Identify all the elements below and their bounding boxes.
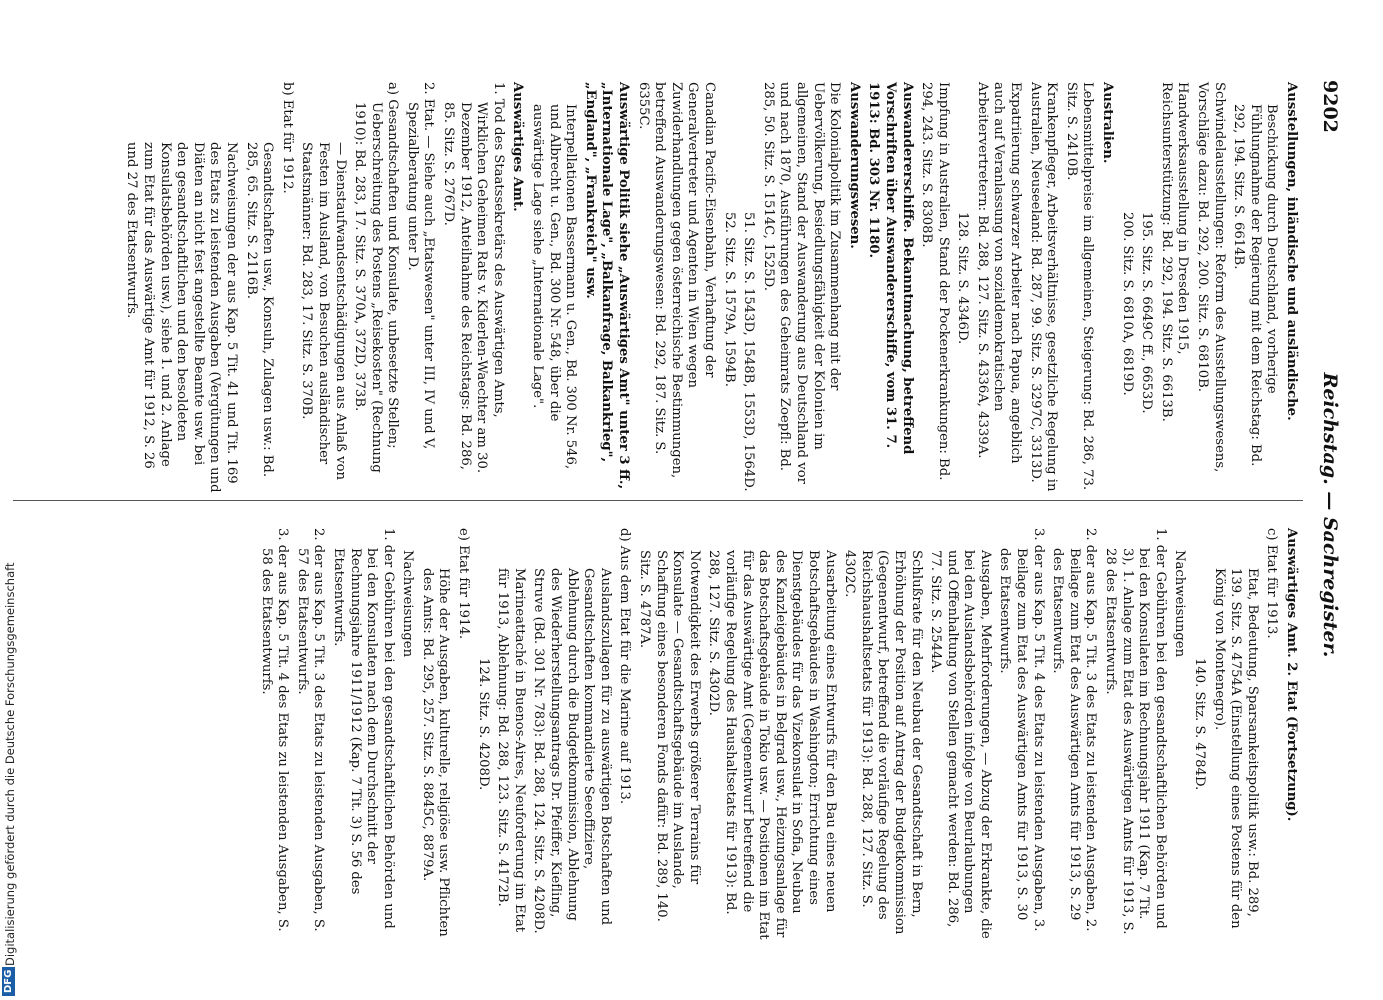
index-entry: 140. Sitz. S. 4784D. bbox=[1192, 658, 1208, 791]
index-entry: 1. der Gebühren bei den gesandtschaftlichen Behörden und bei den Konsulaten nach dem Durchschnitt der Rechnungsjahre 1911/1912 (Kap. 7 Tit. 3) S. 56 des Etatsentwurfs. bbox=[330, 528, 396, 929]
index-heading: Auswandererschiffe. Bekanntmachung, betreffend Vorschriften über Auswandererschiffe, vom 31. 7. 1913: Bd. 303 Nr. 1180. bbox=[866, 82, 915, 455]
index-entry: — Dienstaufwandsentschädigungen aus Anlaß von Festen im Ausland, von Besuchen ausländischer Staatsmänner: Bd. 283, 17. Sitz. S. 370B. bbox=[299, 142, 348, 481]
index-entry: Impfung in Australien, Stand der Pockenerkrankungen: Bd. 294, 243. Sitz. S. 8308B. bbox=[919, 82, 951, 481]
dfg-logo: DFG bbox=[2, 967, 15, 996]
index-entry: b) Etat für 1912. bbox=[279, 82, 295, 194]
index-heading: Australien. bbox=[1100, 82, 1116, 164]
index-entry: Interpellationen Bassermann u. Gen., Bd. 300 Nr. 546, und Albrecht u. Gen., Bd. 300 Nr. 548, über die auswärtige Lage siehe „Internationale Lage". bbox=[530, 104, 579, 470]
index-entry: c) Etat für 1913. bbox=[1264, 528, 1280, 639]
index-entry: 1. der Gebühren bei den gesandtschaftlichen Behörden und bei den Konsulaten im Rechnungsjahr 1911 (Kap. 7 Tit. 3), 1. Anlage zum Etat des Auswärtigen Amts für 1913, S. 28 des Etatsentwurfs. bbox=[1103, 528, 1168, 935]
column-divider bbox=[13, 500, 1303, 501]
index-entry: Auslandszulagen für zu auswärtigen Botschaften und Gesandtschaften kommandierte Seeoffiziere, Ablehnung durch die Budgetkommission, Ablehnung des Wiederherstellungsantrags Dr. Pfeiffer, Kiefling, Struve (Bd. 301 Nr. 783): Bd. 288, 124. Sitz. S. 4208D. bbox=[531, 568, 613, 934]
index-entry: Handwerksausstellung in Dresden 1915, Reichsunterstützung: Bd. 292, 194. Sitz. S. 6613B. bbox=[1158, 82, 1191, 422]
index-entry: 2. Etat. — Siehe auch „Etatswesen" unter III, IV und V, Spezialberatung unter D. bbox=[404, 82, 437, 450]
index-entry: 3. der aus Kap. 5 Tit. 4 des Etats zu leistenden Ausgaben, 3. Beilage zum Etat des Auswärtigen Amts für 1913, S. 30 des Etatsentwurfs. bbox=[997, 528, 1046, 932]
index-entry: Schwindelausstellungen: Reform des Ausstellungswesens, Vorschläge dazu: Bd. 292, 200. Sitz. S. 6810B. bbox=[1195, 82, 1227, 473]
index-entry: 1. Tod des Staatssekretärs des Auswärtigen Amts, Wirklichen Geheimen Rats v. Kiderlen-Waechter am 30. Dezember 1912, Anteilnahme des Reichstags: Bd. 286, 85. Sitz. S. 2767D. bbox=[441, 82, 506, 474]
running-head: Reichstag. — Sachregister. bbox=[1319, 372, 1341, 658]
index-entry: Die Kolonialpolitik im Zusammenhang mit der Uebervölkerung, Besiedlungsfähigkeit der Kolonien im allgemeinen, Stand der Auswanderung aus Deutschland vor und nach 1870, Ausführungen des Geheimrats Zoepfl: Bd. 285, 50. Sitz. S. 1514C, 1525D. bbox=[760, 82, 843, 484]
index-entry: 128. Sitz. S. 4346D. bbox=[955, 212, 971, 345]
index-entry: a) Gesandtschaften und Konsulate, unbesetzte Stellen; Ueberschreitung des Postens „Reisekosten" (Rechnung 1910): Bd. 283, 17. Sitz. S. 370A, 372D, 373B. bbox=[352, 82, 401, 473]
page-number: 9202 bbox=[1319, 80, 1341, 133]
right-column bbox=[254, 528, 1299, 940]
index-entry: 51. Sitz. S. 1543D, 1548B, 1553D, 1564D. bbox=[741, 212, 757, 492]
index-entry: Krankenpfleger, Arbeitsverhältnisse, gesetzliche Regelung in Australien, Neuseeland: Bd. 287, 99. Sitz. S. 3297C, 3313D. bbox=[1027, 82, 1060, 492]
index-entry: 2. der aus Kap. 5 Tit. 3 des Etats zu leistenden Ausgaben, 2. Beilage zum Etat des Auswärtigen Amts für 1913, S. 29 des Etatsentwurfs. bbox=[1050, 528, 1099, 932]
index-entry: Höhe der Ausgaben, kulturelle, religiöse usw. Pflichten des Amts: Bd. 295, 257. Sitz. S. 8845C, 8879A. bbox=[419, 568, 452, 937]
index-entry: Gesandtschaften usw., Konsuln, Zulagen usw.: Bd. 285, 65. Sitz. S. 2116B. bbox=[243, 142, 276, 478]
index-entry: Beschickung durch Deutschland, vorherige Fühlungnahme der Regierung mit dem Reichstag: Bd. 292, 194. Sitz. S. 6614B. bbox=[1231, 104, 1280, 467]
index-entry: Nachweisungen bbox=[1172, 550, 1188, 658]
digitization-credit bbox=[0, 0, 20, 1000]
index-entry: Ausgaben, Mehrforderungen, — Abzug der Erkrankte, die bei den Auslandsbehörden infolge von Beurlaubungen und Offenhaltung von Stellen gemacht werden: Bd. 286, 77. Sitz. S. 2544A. bbox=[928, 550, 993, 939]
credit-text: Digitalisierung gefördert durch die Deutsche Forschungsgemeinschaft bbox=[3, 562, 17, 966]
index-entry: Ausarbeitung eines Entwurfs für den Bau eines neuen Botschaftsgebäudes in Washington; Errichtung eines Dienstgebäudes für das Vizekonsulat in Sofia, Neubau des Kanzleigebäudes in Belgrad usw., Heizungsanlage für das Botschaftsgebäude in Tokio usw. — Positionen im Etat für das Auswärtige Amt (Gegenentwurf betreffend die vorläufige Regelung des Haushaltsetats für 1913): Bd. 288, 127. Sitz. S. 4302D. bbox=[706, 550, 838, 940]
index-entry: Nachweisungen der aus Kap. 5 Tit. 41 und Tit. 169 des Etats zu leistenden Ausgaben (Vergütungen und Diäten an nicht fest angestellte Beamte usw. bei den gesandtschaftlichen und den besoldeten Konsulatsbehörden usw.), siehe 1. und 2. Anlage zum Etat für das Auswärtige Amt für 1912, S. 26 und 27 des Etatsentwurfs. bbox=[124, 142, 239, 493]
index-entry: Nachweisungen bbox=[400, 550, 416, 658]
index-heading: Auswanderungswesen. bbox=[846, 82, 862, 249]
index-entry: Marineattaché in Buenos-Aires, Neuforderung im Etat für 1913, Ablehnung: Bd. 288, 123. Sitz. S. 4172B. bbox=[495, 568, 527, 933]
index-entry: Canadian Pacific-Eisenbahn, Verhaftung der Generalvertreter und Agenten in Wien wegen Zuwiderhandlungen gegen österreichische Bestimmungen, betreffend Auswanderungswesen: Bd. 292, 187. Sitz. S. 6355C. bbox=[635, 82, 717, 479]
index-entry: 124. Sitz. S. 4208D. bbox=[475, 658, 491, 791]
index-heading: Auswärtige Politik siehe „Auswärtiges Amt" unter 3 ff., „Internationale Lage", „Balkanfrage, Balkankrieg", „England", „Frankreich" usw. bbox=[582, 82, 632, 490]
index-entry: Etat, Bedeutung, Sparsamkeitspolitik usw.: Bd. 289, 139. Sitz. S. 4754A (Einstellung eines Postens für den König von Montenegro). bbox=[1211, 568, 1260, 929]
page-header bbox=[1301, 80, 1341, 950]
index-entry: 3. der aus Kap. 5 Tit. 4 des Etats zu leistenden Ausgaben, S. 58 des Etatsentwurfs. bbox=[258, 528, 291, 932]
index-entry: Expatriierung schwarzer Arbeiter nach Papua, angeblich auch auf Veranlassung von sozialdemokratischen Arbeitervertretern: Bd. 288, 127. Sitz. S. 4336A, 4339A. bbox=[974, 82, 1024, 464]
index-heading: Auswärtiges Amt. 2. Etat (Fortsetzung). bbox=[1284, 528, 1299, 822]
index-entry: 200. Sitz. S. 6810A, 6819D. bbox=[1119, 212, 1135, 396]
left-column bbox=[120, 82, 1299, 494]
index-entry: Schlußrate für den Neubau der Gesandtschaft in Bern, Erhöhung der Position auf Antrag der Budgetkommission (Gegenentwurf, betreffend die vorläufige Regelung des Reichshaushaltsetats für 1913): Bd. 288, 127. Sitz. S. 4302C. bbox=[842, 550, 924, 935]
index-heading: Ausstellungen, inländische und ausländische. bbox=[1284, 82, 1299, 421]
index-entry: e) Etat für 1914. bbox=[456, 528, 472, 640]
index-heading: Auswärtiges Amt. bbox=[510, 82, 526, 212]
index-entry: 195. Sitz. S. 6649C ff., 6653D. bbox=[1139, 212, 1155, 414]
index-entry: Lebensmittelpreise im allgemeinen, Steigerung: Bd. 286, 73. Sitz. S. 2410B. bbox=[1063, 82, 1096, 491]
index-entry: d) Aus dem Etat für die Marine auf 1913. bbox=[617, 528, 633, 805]
index-entry: Notwendigkeit des Erwerbs größerer Terrains für Konsulate — Gesandtschaftsgebäude im Auslande, Schaffung eines besonderen Fonds dafür: Bd. 289, 140. Sitz. S. 4787A. bbox=[637, 550, 702, 922]
index-entry: 2. der aus Kap. 5 Tit. 3 des Etats zu leistenden Ausgaben, S. 57 des Etatsentwurfs. bbox=[294, 528, 327, 932]
index-entry: 52. Sitz. S. 1579A, 1594B. bbox=[721, 212, 737, 387]
